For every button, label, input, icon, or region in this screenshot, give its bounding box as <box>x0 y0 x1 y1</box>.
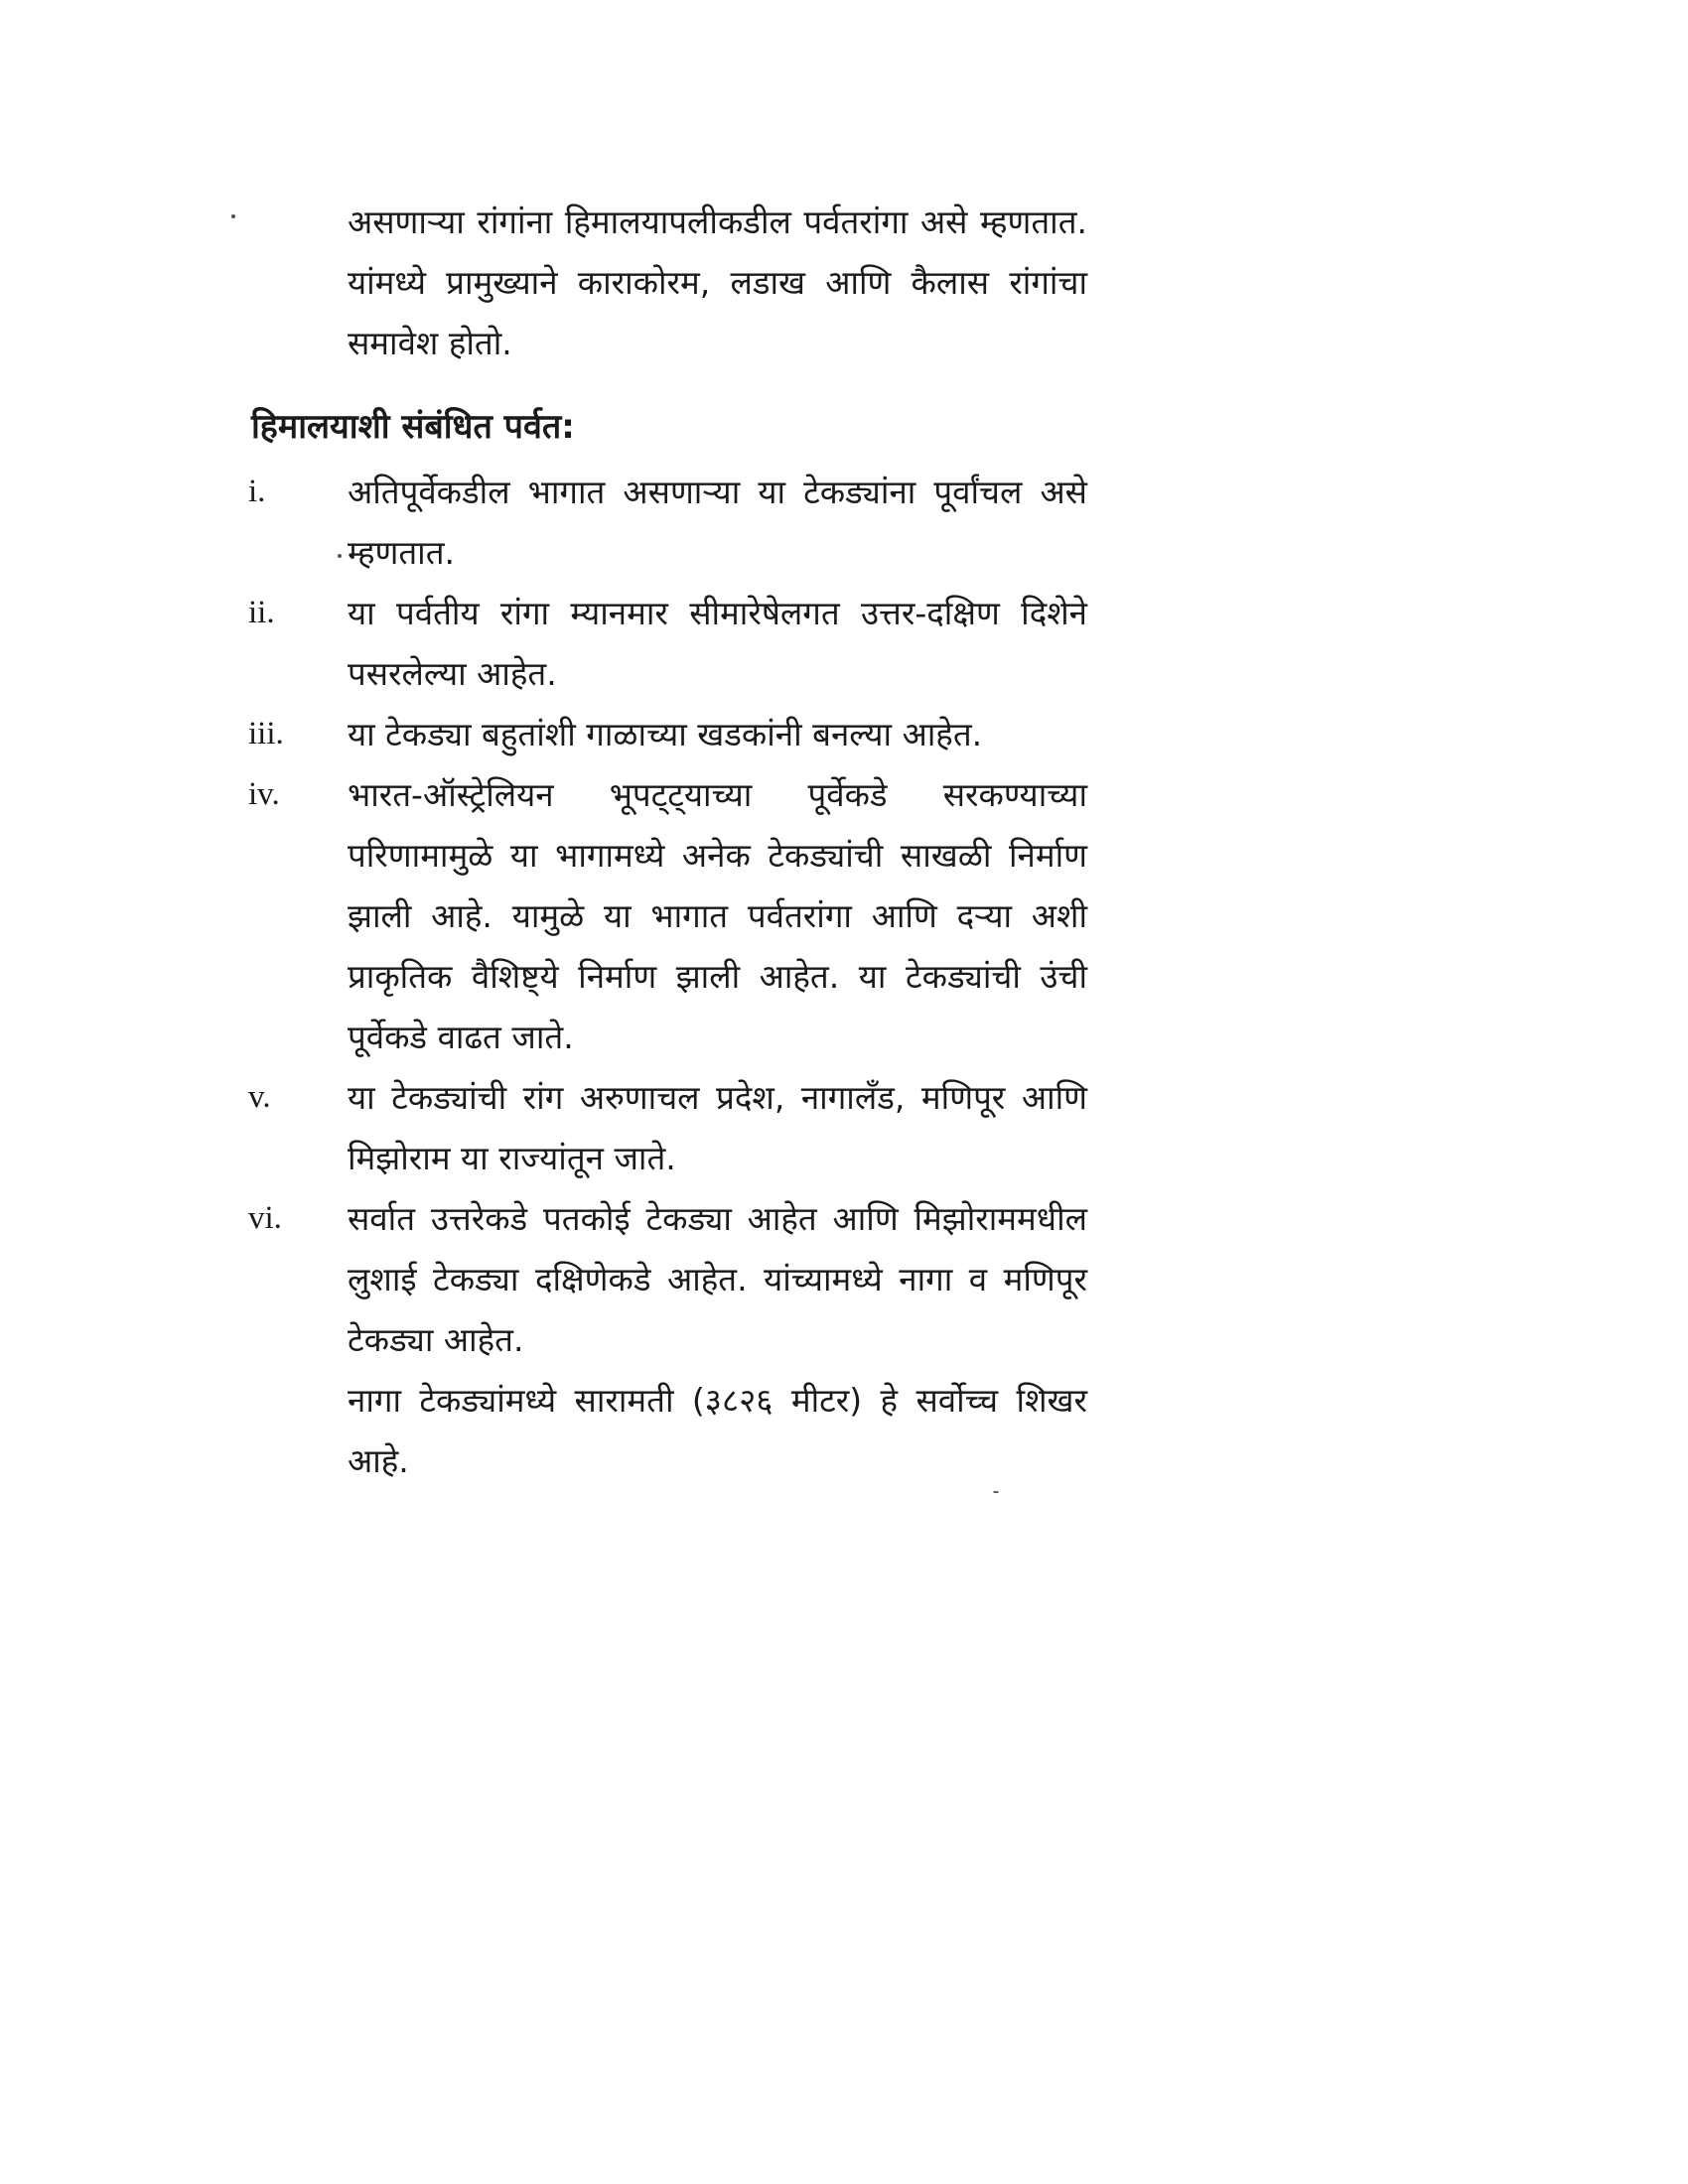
list-marker: iv. <box>248 776 280 812</box>
list-marker: iii. <box>248 716 284 751</box>
list-item-text: या पर्वतीय रांगा म्यानमार सीमारेषेलगत उत्तर-दक्षिण दिशेने पसरलेल्या आहेत. <box>348 594 1087 693</box>
section-heading: हिमालयाशी संबंधित पर्वत: <box>251 407 575 447</box>
closing-note: नागा टेकड्यांमध्ये सारामती (३८२६ मीटर) हे सर्वोच्च शिखर आहे. <box>348 1381 1087 1480</box>
list-item-text: या टेकड्या बहुतांशी गाळाच्या खडकांनी बनल्या आहेत. <box>348 715 983 753</box>
list-marker: vi. <box>248 1200 282 1236</box>
list-item-text: या टेकड्यांची रांग अरुणाचल प्रदेश, नागालँड, मणिपूर आणि मिझोराम या राज्यांतून जाते. <box>348 1078 1087 1177</box>
scan-speck <box>231 214 235 218</box>
list-item-text: सर्वात उत्तरेकडे पतकोई टेकड्या आहेत आणि मिझोराममधील लुशाई टेकड्या दक्षिणेकडे आहेत. यांच्यामध्ये नागा व मणिपूर टेकड्या आहेत. <box>348 1199 1087 1359</box>
scan-speck <box>993 1491 999 1493</box>
list-item-text: अतिपूर्वेकडील भागात असणाऱ्या या टेकड्यांना पूर्वांचल असे म्हणतात. <box>348 473 1087 572</box>
intro-paragraph: असणाऱ्या रांगांना हिमालयापलीकडील पर्वतरांगा असे म्हणतात. यांमध्ये प्रामुख्याने काराकोरम, लडाख आणि कैलास रांगांचा समावेश होतो. <box>348 203 1087 362</box>
list-item-text: भारत-ऑस्ट्रेलियन भूपट्ट्याच्या पूर्वेकडे सरकण्याच्या परिणामामुळे या भागामध्ये अनेक टेकड्यांची साखळी निर्माण झाली आहे. यामुळे या भागात पर्वतरांगा आणि दऱ्या अशी प्राकृतिक वैशिष्ट्ये निर्माण झाली आहेत. या टेकड्यांची उंची पूर्वेकडे वाढत जाते. <box>348 775 1087 1056</box>
list-marker: ii. <box>248 595 275 630</box>
list-marker: v. <box>248 1079 271 1115</box>
scan-speck <box>338 554 342 558</box>
list-marker: i. <box>248 474 266 509</box>
